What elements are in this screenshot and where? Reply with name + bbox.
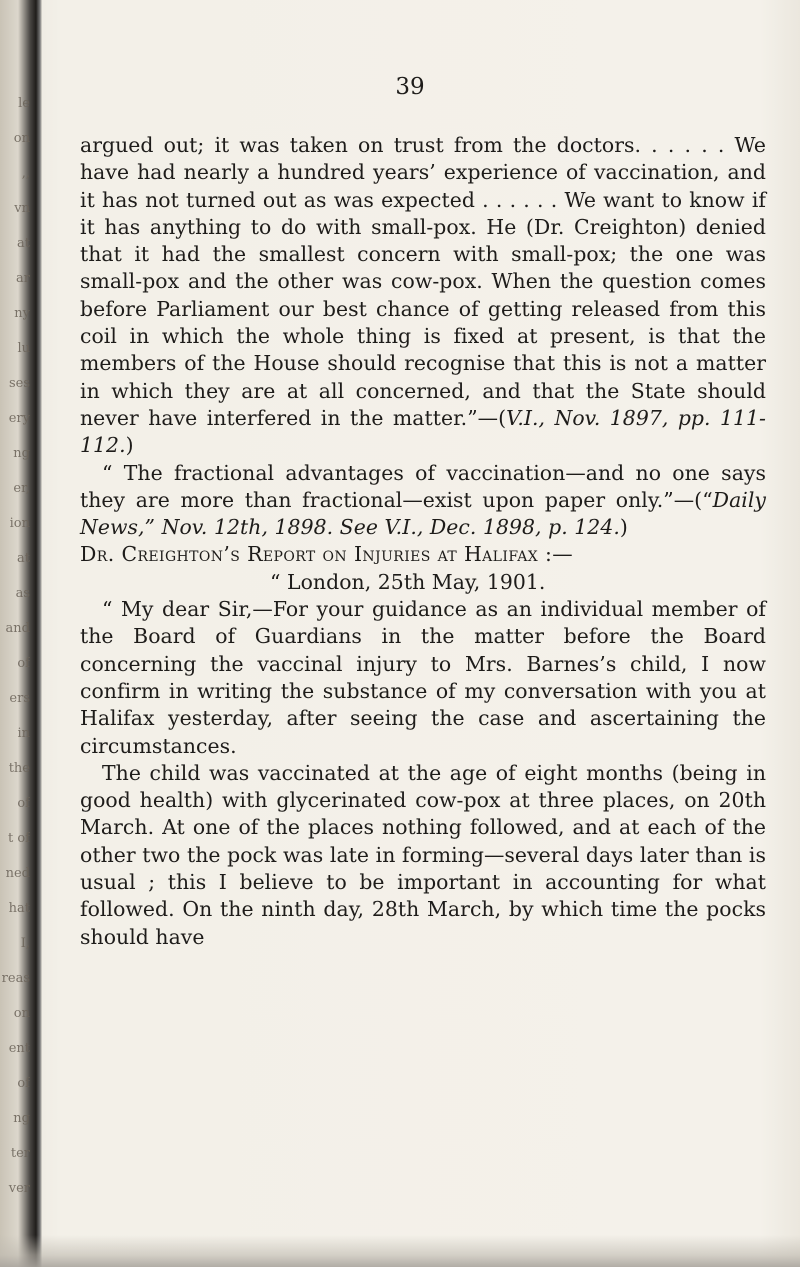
margin-fragment: le <box>18 96 30 111</box>
margin-fragment: ery <box>8 411 30 426</box>
paragraph-creighton-quote <box>80 132 766 460</box>
margin-fragment: at <box>17 551 30 566</box>
margin-fragment: on <box>13 1006 30 1021</box>
page-number: 39 <box>395 74 425 100</box>
letter-dateline: “ London, 25th May, 1901. <box>270 569 546 594</box>
margin-fragment: ar <box>16 271 30 286</box>
citation: V.I., Nov. 1897, pp. 111-112. <box>80 405 766 458</box>
margin-fragment: I, <box>20 936 30 951</box>
citation-close: ) <box>619 515 628 540</box>
margin-fragment: hat <box>8 901 30 916</box>
margin-fragment: as <box>15 586 30 601</box>
margin-fragment: lu <box>17 341 30 356</box>
paragraph-letter-opening: “ My dear Sir,—For your guidance as an individual member of the Board of Guardians in the matter before the Board concerning the vaccinal injury to Mrs. Barnes’s child, I now confirm in writing the substance of my conversation with you at Halifax yesterday, after seeing the case and ascertaining the circumstances. <box>80 597 766 758</box>
margin-fragment: ver <box>8 1181 30 1196</box>
margin-fragment: at <box>17 236 30 251</box>
body-text <box>80 132 766 951</box>
margin-fragment: ned <box>5 866 30 881</box>
margin-fragment: t of <box>8 831 30 846</box>
margin-fragment: of <box>17 1076 30 1091</box>
citation: Daily News,” Nov. 12th, 1898. See V.I., Dec. 1898, p. 124. <box>80 487 766 540</box>
margin-fragment: ng <box>13 446 30 461</box>
paragraph-vaccination-details: The child was vaccinated at the age of eight months (being in good health) with glycerinated cow-pox at three places, on 20th March. At one of the places nothing followed, and at each of the other two the pock was late in forming—several days later than is usual ; this I believe to be important in accounting for what followed. On the ninth day, 28th March, by which time the pocks should have <box>80 760 766 949</box>
margin-fragment: and <box>5 621 30 636</box>
page-bottom-shadow <box>0 1235 800 1267</box>
margin-fragment: of <box>17 796 30 811</box>
margin-fragment: the <box>8 761 30 776</box>
margin-fragment: vn <box>14 201 30 216</box>
margin-fragment: reas <box>1 971 30 986</box>
margin-fragment: ,, <box>21 166 30 181</box>
margin-fragment: in <box>17 726 30 741</box>
margin-fragment: ter <box>10 1146 30 1161</box>
margin-fragment: ses <box>8 376 30 391</box>
margin-fragment: ng <box>13 1111 30 1126</box>
margin-fragment: er, <box>13 481 30 496</box>
margin-fragment: ers <box>9 691 30 706</box>
paragraph-fractional-advantages <box>80 460 766 542</box>
margin-fragment: ny <box>14 306 30 321</box>
quote-text: “ The fractional advantages of vaccination—and no one says they are more than fractional—exist upon paper only.”—(“ <box>80 460 766 512</box>
margin-fragment: on <box>13 131 30 146</box>
quote-text: argued out; it was taken on trust from the doctors. . . . . . We have had nearly a hundred years’ experience of vaccination, and it has not turned out as was expected . . . . . . We want to know if it has anything to do with small-pox. He (Dr. Creighton) denied that it had the smallest concern with small-pox; the one was small-pox and the other was cow-pox. When the question comes before Parliament our best chance of getting released from this coil in which the whole thing is fixed at present, is that the members of the House should recognise that this is not a matter in which they are at all concerned, and that the State should never have interfered in the matter.”—( <box>80 133 766 430</box>
citation-close: ) <box>125 433 134 458</box>
section-heading: Dr. Creighton’s Report on Injuries at Halifax :— <box>80 542 574 567</box>
margin-fragment: ion <box>9 516 30 531</box>
margin-fragment: ent <box>8 1041 30 1056</box>
margin-fragment: of <box>17 656 30 671</box>
